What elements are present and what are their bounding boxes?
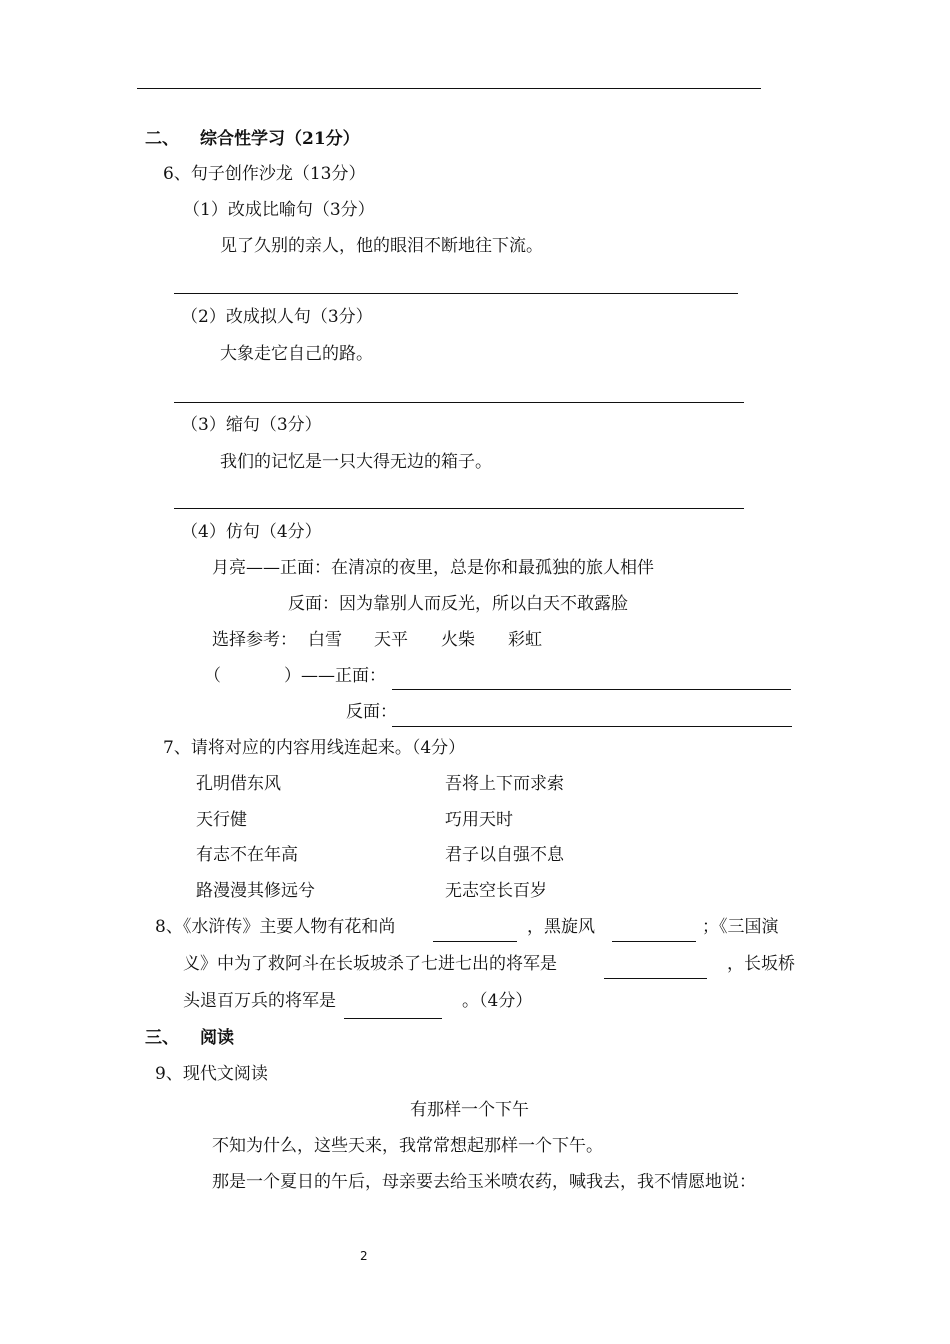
fill-blank bbox=[344, 1018, 442, 1019]
match-left-item: 天行健 bbox=[196, 810, 247, 830]
article-paragraph: 不知为什么，这些天来，我常常想起那样一个下午。 bbox=[212, 1136, 603, 1156]
q8-line1-text: ，黑旋风 bbox=[527, 917, 595, 937]
option-item: 火柴 bbox=[441, 630, 475, 650]
answer-line bbox=[174, 293, 738, 294]
front-label: ）——正面： bbox=[284, 666, 386, 686]
q8-line3-text: 头退百万兵的将军是 bbox=[183, 991, 336, 1011]
answer-line bbox=[174, 402, 744, 403]
q8-line2-text: ，长坂桥 bbox=[727, 954, 795, 974]
q6-part2-label: （2）改成拟人句（3分） bbox=[181, 307, 373, 327]
top-rule bbox=[137, 88, 761, 89]
answer-line bbox=[392, 689, 791, 690]
answer-line bbox=[392, 726, 792, 727]
match-right-item: 巧用天时 bbox=[445, 810, 513, 830]
section-title: 综合性学习（21分） bbox=[200, 129, 360, 149]
question-7-title: 7、请将对应的内容用线连起来。（4分） bbox=[163, 738, 466, 758]
article-paragraph: 那是一个夏日的午后，母亲要去给玉米喷农药，喊我去，我不情愿地说： bbox=[212, 1172, 756, 1192]
section-number: 二、 bbox=[145, 129, 179, 149]
match-left-item: 孔明借东风 bbox=[196, 774, 281, 794]
q6-part4-options-label: 选择参考： bbox=[212, 630, 297, 650]
section-number: 三、 bbox=[145, 1028, 179, 1048]
q6-part1-label: （1）改成比喻句（3分） bbox=[183, 200, 375, 220]
question-9-title: 9、现代文阅读 bbox=[155, 1064, 268, 1084]
q6-part4-example-back: 反面：因为靠别人而反光，所以白天不敢露脸 bbox=[288, 594, 628, 614]
fill-blank bbox=[604, 978, 707, 979]
option-item: 天平 bbox=[374, 630, 408, 650]
option-item: 白雪 bbox=[308, 630, 342, 650]
section-title: 阅读 bbox=[200, 1028, 234, 1048]
match-left-item: 路漫漫其修远兮 bbox=[196, 881, 315, 901]
blank-open-paren: （ bbox=[204, 666, 221, 686]
article-title: 有那样一个下午 bbox=[410, 1100, 529, 1120]
q6-part3-sentence: 我们的记忆是一只大得无边的箱子。 bbox=[220, 452, 492, 472]
q6-part4-label: （4）仿句（4分） bbox=[181, 522, 322, 542]
q6-part1-sentence: 见了久别的亲人，他的眼泪不断地往下流。 bbox=[220, 236, 543, 256]
page-number: 2 bbox=[360, 1249, 368, 1263]
option-item: 彩虹 bbox=[508, 630, 542, 650]
match-left-item: 有志不在年高 bbox=[196, 845, 298, 865]
q8-line3-text: 。（4分） bbox=[462, 991, 533, 1011]
q8-line2-text: 义》中为了救阿斗在长坂坡杀了七进七出的将军是 bbox=[183, 954, 557, 974]
q6-part2-sentence: 大象走它自己的路。 bbox=[220, 344, 373, 364]
match-right-item: 无志空长百岁 bbox=[445, 881, 547, 901]
back-label: 反面： bbox=[346, 702, 397, 722]
match-right-item: 吾将上下而求索 bbox=[445, 774, 564, 794]
q6-part3-label: （3）缩句（3分） bbox=[181, 415, 322, 435]
q8-line1-text: ；《三国演 bbox=[702, 917, 779, 937]
fill-blank bbox=[433, 941, 517, 942]
answer-line bbox=[174, 508, 744, 509]
q6-part4-example-front: 月亮——正面：在清凉的夜里，总是你和最孤独的旅人相伴 bbox=[212, 558, 654, 578]
match-right-item: 君子以自强不息 bbox=[445, 845, 564, 865]
q8-line1-text: 8、《水浒传》主要人物有花和尚 bbox=[155, 917, 396, 937]
fill-blank bbox=[612, 941, 696, 942]
question-6-title: 6、句子创作沙龙（13分） bbox=[163, 164, 366, 184]
